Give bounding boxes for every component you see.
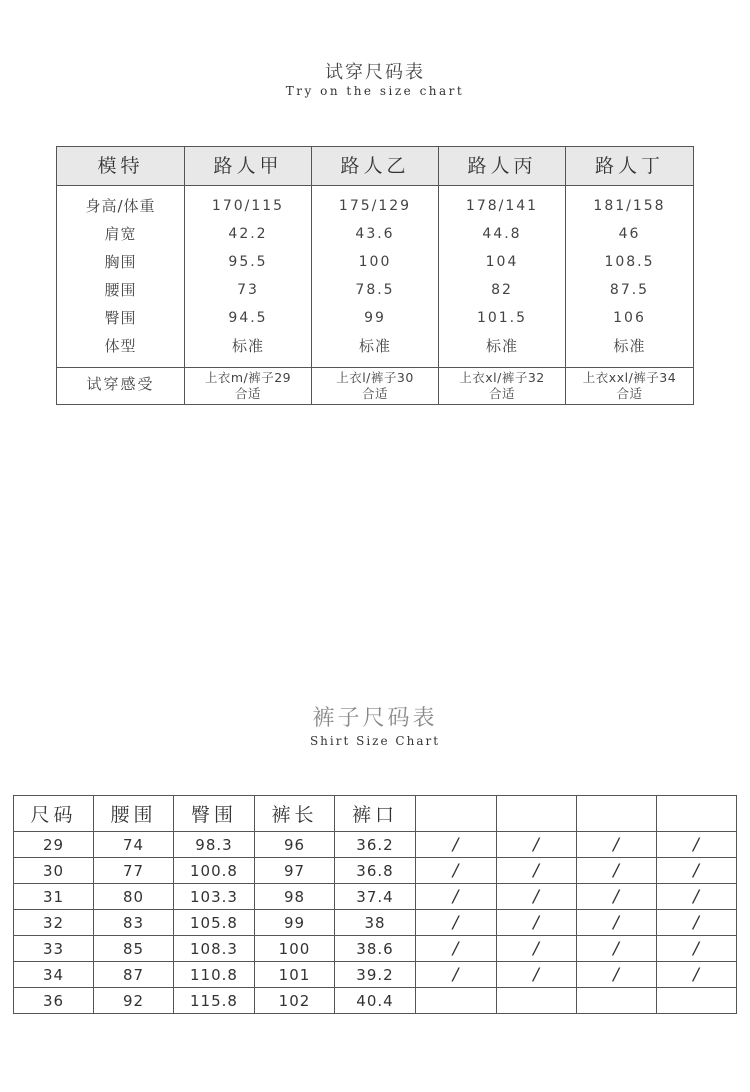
table-cell: 181/158 <box>593 198 666 214</box>
feel-verdict: 合适 <box>234 386 261 401</box>
table-cell: 37.4 <box>335 884 416 910</box>
table-cell: 标准 <box>613 337 646 355</box>
table-cell: / <box>577 884 657 910</box>
pants-header-cell <box>497 796 577 832</box>
table-row <box>14 910 737 936</box>
table-cell: 39.2 <box>335 962 416 988</box>
table-cell: 99 <box>364 310 386 326</box>
tryon-header-cell: 模特 <box>57 147 185 185</box>
table-cell: 101 <box>255 962 335 988</box>
table-row <box>14 962 737 988</box>
table-cell: 101.5 <box>476 310 528 326</box>
row-label: 胸围 <box>104 253 137 271</box>
tryon-size-table <box>56 146 694 405</box>
table-cell: 42.2 <box>228 226 268 242</box>
table-cell: / <box>577 962 657 988</box>
table-row <box>14 936 737 962</box>
table-cell: / <box>416 910 497 936</box>
table-cell: 74 <box>94 832 174 858</box>
table-cell: 95.5 <box>228 254 268 270</box>
table-cell: / <box>416 936 497 962</box>
tryon-title-en: Try on the size chart <box>285 84 465 98</box>
tryon-title-block <box>0 62 750 98</box>
feel-size: 上衣m/裤子29 <box>204 370 292 385</box>
table-cell: 34 <box>14 962 94 988</box>
table-cell: / <box>657 858 737 884</box>
pants-header-row <box>14 796 737 832</box>
table-cell: 104 <box>485 254 519 270</box>
pants-header-cell <box>416 796 497 832</box>
table-cell: 106 <box>613 310 646 326</box>
table-cell <box>657 988 737 1014</box>
table-cell: / <box>497 858 577 884</box>
table-cell: 85 <box>94 936 174 962</box>
tryon-feel-row <box>57 367 693 405</box>
tryon-model-column <box>185 186 312 367</box>
table-cell: 38 <box>335 910 416 936</box>
table-cell: 77 <box>94 858 174 884</box>
row-label: 腰围 <box>104 281 137 299</box>
tryon-header-cell: 路人丙 <box>439 147 566 185</box>
table-cell: 38.6 <box>335 936 416 962</box>
table-cell <box>577 988 657 1014</box>
table-cell: / <box>416 832 497 858</box>
table-cell: 175/129 <box>338 198 412 214</box>
table-cell: / <box>577 832 657 858</box>
table-cell <box>416 988 497 1014</box>
table-cell: 100.8 <box>174 858 255 884</box>
table-cell: 29 <box>14 832 94 858</box>
table-cell: / <box>416 884 497 910</box>
table-cell: 105.8 <box>174 910 255 936</box>
feel-label: 试穿感受 <box>57 368 185 405</box>
feel-verdict: 合适 <box>616 386 643 401</box>
table-row <box>14 858 737 884</box>
table-row <box>14 988 737 1014</box>
table-cell: 87 <box>94 962 174 988</box>
row-label: 体型 <box>104 337 137 355</box>
table-cell: 97 <box>255 858 335 884</box>
table-cell: 标准 <box>485 337 518 355</box>
table-row <box>14 884 737 910</box>
tryon-label-column <box>57 186 185 367</box>
feel-cell <box>439 368 566 405</box>
tryon-header-cell: 路人甲 <box>185 147 312 185</box>
tryon-model-column <box>566 186 693 367</box>
pants-size-table <box>13 795 737 1014</box>
table-cell: 46 <box>618 226 641 242</box>
table-cell: 98.3 <box>174 832 255 858</box>
table-cell: 40.4 <box>335 988 416 1014</box>
table-cell: 标准 <box>358 337 391 355</box>
tryon-model-column <box>439 186 566 367</box>
table-cell: 100 <box>255 936 335 962</box>
table-cell: 78.5 <box>355 282 395 298</box>
pants-header-cell: 裤口 <box>335 796 416 832</box>
table-cell: 108.5 <box>604 254 655 270</box>
table-cell: 32 <box>14 910 94 936</box>
table-cell: 43.6 <box>355 226 395 242</box>
table-cell: 99 <box>255 910 335 936</box>
pants-table-body <box>14 796 737 1014</box>
table-cell: 110.8 <box>174 962 255 988</box>
tryon-model-column <box>312 186 439 367</box>
table-cell: / <box>497 962 577 988</box>
table-cell: 80 <box>94 884 174 910</box>
table-cell: 73 <box>237 282 259 298</box>
table-cell: 83 <box>94 910 174 936</box>
table-cell: 170/115 <box>211 198 285 214</box>
table-cell: 98 <box>255 884 335 910</box>
row-label: 臀围 <box>104 309 137 327</box>
feel-cell <box>185 368 312 405</box>
feel-size: 上衣xl/裤子32 <box>459 370 545 385</box>
pants-header-cell: 腰围 <box>94 796 174 832</box>
table-cell: 44.8 <box>482 226 522 242</box>
table-cell: / <box>416 858 497 884</box>
table-cell: 87.5 <box>609 282 650 298</box>
feel-size: 上衣xxl/裤子34 <box>582 370 677 385</box>
feel-cell <box>566 368 693 405</box>
pants-header-cell: 尺码 <box>14 796 94 832</box>
feel-verdict: 合适 <box>488 386 515 401</box>
table-cell: 100 <box>358 254 392 270</box>
tryon-title-cn: 试穿尺码表 <box>325 62 425 83</box>
table-cell: / <box>416 962 497 988</box>
pants-title-en: Shirt Size Chart <box>309 734 441 748</box>
row-label: 身高/体重 <box>85 197 156 215</box>
table-cell: / <box>657 910 737 936</box>
table-cell: 94.5 <box>228 310 268 326</box>
table-cell: 178/141 <box>465 198 539 214</box>
table-cell: 92 <box>94 988 174 1014</box>
tryon-measurements <box>57 186 693 367</box>
table-cell: / <box>657 936 737 962</box>
tryon-header-cell: 路人丁 <box>594 155 664 177</box>
table-cell: 标准 <box>231 337 264 355</box>
table-row <box>14 832 737 858</box>
table-cell: / <box>657 962 737 988</box>
table-cell: / <box>497 884 577 910</box>
pants-header-cell <box>577 796 657 832</box>
table-cell: 102 <box>255 988 335 1014</box>
tryon-header-row <box>57 147 693 186</box>
table-cell: 82 <box>491 282 513 298</box>
feel-cell <box>312 368 439 405</box>
row-label: 肩宽 <box>104 225 137 243</box>
pants-title-block <box>0 705 750 749</box>
table-cell: / <box>497 936 577 962</box>
table-cell: 36 <box>14 988 94 1014</box>
table-cell: / <box>497 832 577 858</box>
table-cell: / <box>657 884 737 910</box>
feel-verdict: 合适 <box>361 386 388 401</box>
table-cell: 36.2 <box>335 832 416 858</box>
table-cell <box>497 988 577 1014</box>
table-cell: 31 <box>14 884 94 910</box>
tryon-header-cell: 路人乙 <box>312 147 439 185</box>
table-cell: 33 <box>14 936 94 962</box>
table-cell: 108.3 <box>174 936 255 962</box>
feel-size: 上衣l/裤子30 <box>336 370 414 385</box>
pants-header-cell: 裤长 <box>255 796 335 832</box>
table-cell: / <box>497 910 577 936</box>
table-cell: / <box>577 858 657 884</box>
table-cell: / <box>577 936 657 962</box>
table-cell: 115.8 <box>174 988 255 1014</box>
table-cell: / <box>657 832 737 858</box>
table-cell: 96 <box>255 832 335 858</box>
pants-header-cell <box>657 796 737 832</box>
table-cell: 103.3 <box>174 884 255 910</box>
pants-title-cn: 裤子尺码表 <box>312 706 438 731</box>
table-cell: 30 <box>14 858 94 884</box>
table-cell: 36.8 <box>335 858 416 884</box>
pants-header-cell: 臀围 <box>174 796 255 832</box>
table-cell: / <box>577 910 657 936</box>
